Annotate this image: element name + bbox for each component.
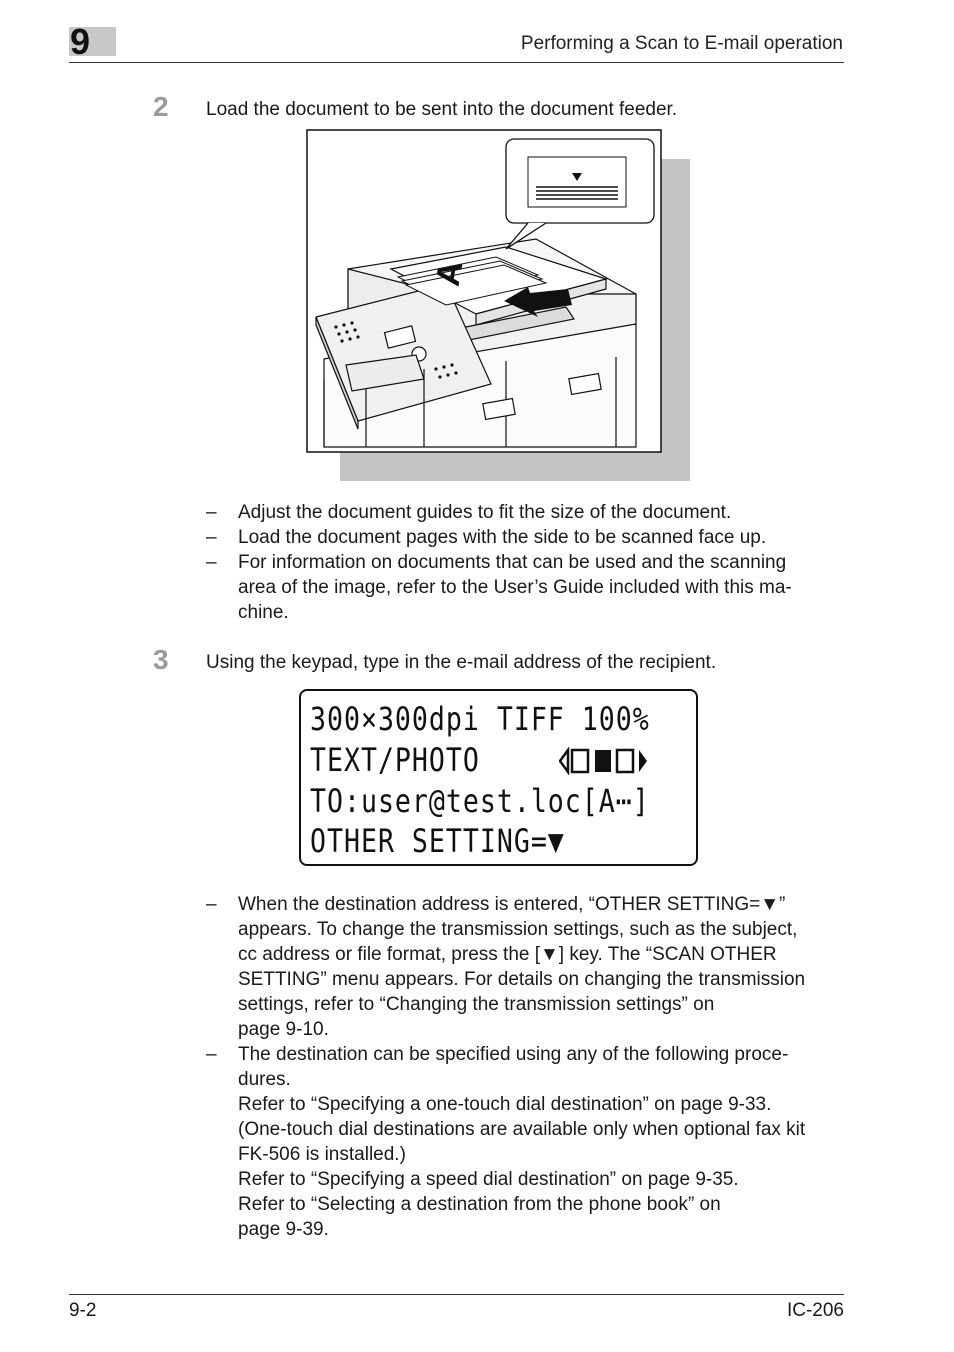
section-title: Performing a Scan to E-mail operation — [520, 33, 843, 54]
list-item: – Load the document pages with the side to be scanned face up. — [206, 527, 767, 548]
list-item: – When the destination address is entered, “OTHER SETTING=▼” appears. To change the transmission settings, such as the subject, cc address or file format, press the [▼] key. The “SCAN OTHER SETTING” menu appears. For details on changing the transmission settings, refer to “Changing the transmission settings” on page 9-10. — [206, 894, 806, 1040]
step3-notes — [206, 892, 846, 1242]
list-item: – Adjust the document guides to fit the size of the document. — [206, 502, 732, 523]
lcd-display — [299, 689, 698, 866]
step-number: 2 — [153, 91, 169, 122]
copier-drawing — [306, 129, 696, 483]
step-number: 3 — [153, 644, 169, 675]
lcd-line-2: TEXT/PHOTO — [310, 741, 480, 779]
list-item: – The destination can be specified using any of the following proce- dures. Refer to “Specifying a one-touch dial destination” on page 9-33. (One-touch dial destinations are available only when optional fax kit FK-506 is installed.) Refer to “Specifying a speed dial destination” on page 9-35. Refer to “Selecting a destination from the phone book” on page 9-39. — [206, 1044, 806, 1240]
lcd-line-3: TO:user@test.loc[A⋯] — [310, 782, 650, 820]
lcd-line-1: 300×300dpi TIFF 100% — [310, 700, 650, 738]
chapter-number: 9 — [70, 21, 91, 62]
step-instruction: Using the keypad, type in the e-mail address of the recipient. — [206, 652, 717, 673]
step2-notes — [206, 500, 846, 625]
step-instruction: Load the document to be sent into the document feeder. — [206, 99, 678, 120]
document-letter: A — [428, 258, 471, 289]
page-number: 9-2 — [69, 1300, 97, 1321]
lcd-line-4: OTHER SETTING=▼ — [310, 822, 565, 860]
header-rule — [69, 62, 844, 63]
footer-rule — [69, 1294, 844, 1295]
product-name: IC-206 — [786, 1300, 844, 1321]
list-item: – For information on documents that can be used and the scanning area of the image, refer to the User’s Guide included with this ma- chine. — [206, 552, 792, 623]
density-scale-icon — [559, 747, 653, 775]
document-feeder-illustration — [306, 129, 696, 483]
